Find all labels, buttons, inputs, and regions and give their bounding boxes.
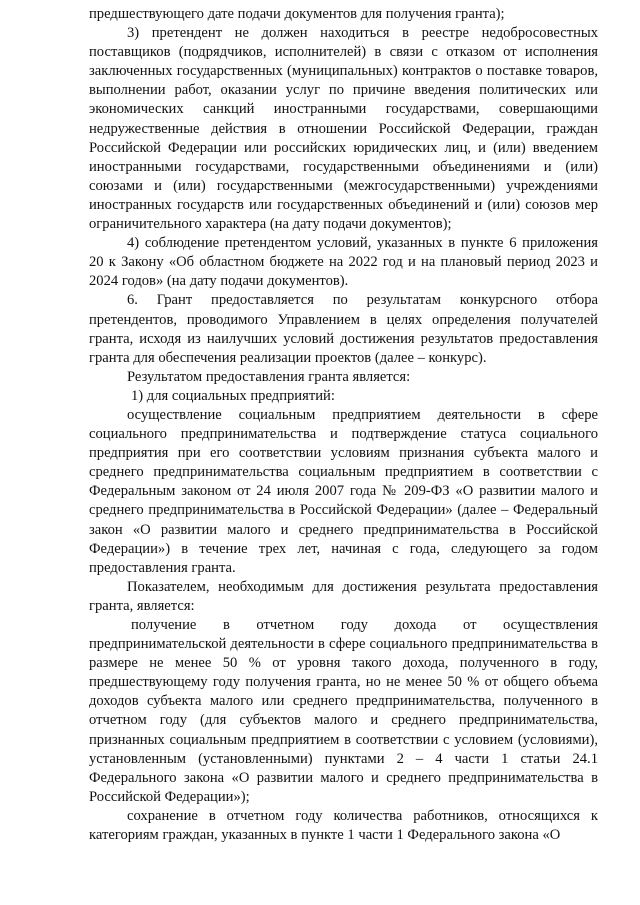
paragraph-employees: сохранение в отчетном году количества работников, относящихся к категориям граждан, указанных в пункте 1 части 1 Федерального закона «О xyxy=(89,807,598,844)
paragraph-continuation: предшествующего дате подачи документов для получения гранта); xyxy=(89,6,505,22)
paragraph-item-3: 3) претендент не должен находиться в реестре недобросовестных поставщиков (подрядчиков, исполнителей) в связи с отказом от исполнения заключенных государственных (муниципальных) контрактов о поставке товаров, выполнении работ, оказании услуг по причине введения политических или экономических санкций иностранными государствами, совершающими недружественные действия в отношении Российской Федерации, граждан Российской Федерации или российских юридических лиц, и (или) введением иностранными государствами, государственными объединениями и (или) союзами и (или) государственными (межгосударственными) учреждениями иностранных государств или государственных объединений и (или) союзов мер ограничительного характера (на дату подачи документов); xyxy=(89,25,598,233)
paragraph-result-heading: Результатом предоставления гранта является: xyxy=(127,368,411,385)
paragraph-social-enterprises: 1) для социальных предприятий: xyxy=(131,387,335,404)
paragraph-indicator-heading: Показателем, необходимым для достижения результата предоставления гранта, является: xyxy=(89,578,598,614)
paragraph-activity: осуществление социальным предприятием деятельности в сфере социального предпринимательства и подтверждение статуса социального предприятия при его соответствии условиям признания субъекта малого и среднего предпринимательства социальным предприятием в соответствии с Федеральным законом от 24 июля 2007 года № 209-ФЗ «О развитии малого и среднего предпринимательства в Российской Федерации» (далее – Федеральный закон «О развитии малого и среднего предпринимательства в Российской Федерации») в течение трех лет, начиная с года, следующего за годом предоставления гранта. xyxy=(89,406,598,576)
paragraph-item-4: 4) соблюдение претендентом условий, указанных в пункте 6 приложения 20 к Закону «Об областном бюджете на 2022 год и на плановый период 2023 и 2024 годов» (на дату подачи документов). xyxy=(89,235,598,290)
paragraph-income: получение в отчетном году дохода от осуществления предпринимательской деятельности в сфере социального предпринимательства в размере не менее 50 % от уровня такого дохода, полученного в году, предшествующему году получения гранта, но не менее 50 % от общего объема доходов субъекта малого или среднего предпринимательства, полученного в отчетном году (для субъектов малого и среднего предпринимательства, признанных социальным предприятием в соответствии с условием (условиями), установленным (установленными) пунктами 2 – 4 части 1 статьи 24.1 Федерального закона «О развитии малого и среднего предпринимательства в Российской Федерации»); xyxy=(89,617,598,805)
paragraph-section-6: 6. Грант предоставляется по результатам конкурсного отбора претендентов, проводимого Управлением в целях определения получателей гранта, исходя из наилучших условий достижения результатов предоставления гранта для обеспечения реализации проектов (далее – конкурс). xyxy=(89,292,598,366)
document-body xyxy=(89,5,598,845)
